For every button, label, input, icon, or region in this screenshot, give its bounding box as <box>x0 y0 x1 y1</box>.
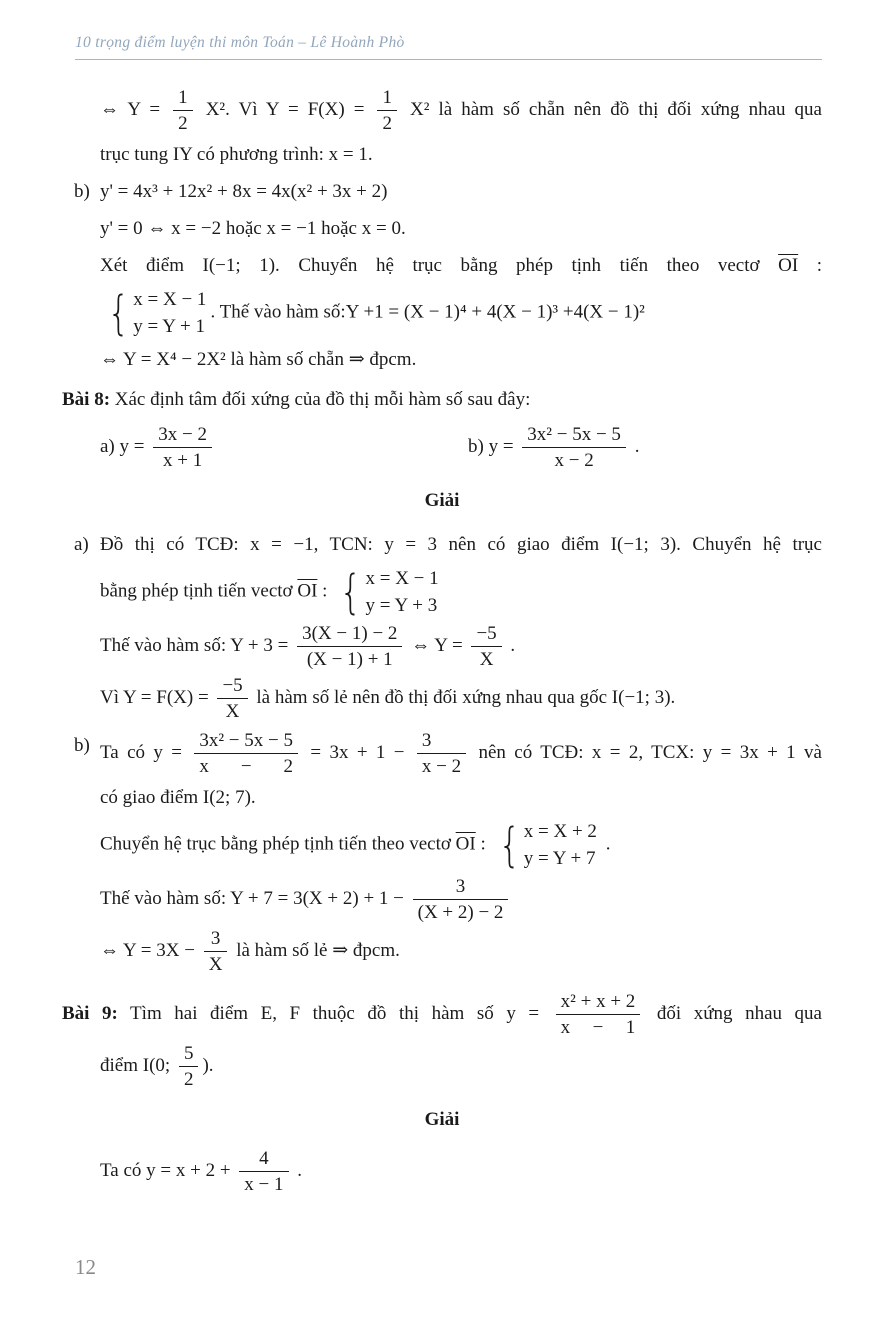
paragraph-line <box>100 138 822 172</box>
text-run: ⇔ Y = <box>100 98 170 120</box>
fraction-numerator: 3 <box>417 729 466 754</box>
fraction <box>556 990 641 1039</box>
fraction-denominator: x − 2 <box>199 756 293 777</box>
text-run: : <box>798 255 823 276</box>
equation-system <box>104 286 206 340</box>
fraction-numerator: 3x² − 5x − 5 <box>194 729 298 754</box>
fraction-denominator: X <box>479 649 494 670</box>
fraction-denominator: (X − 1) + 1 <box>306 649 393 670</box>
text-run: ). <box>202 1054 214 1076</box>
text-run: Xét điểm I(−1; 1). Chuyển hệ trục bằng phép tịnh tiến theo vectơ <box>100 255 779 276</box>
text-run: ⇔ Y = 3X − <box>100 939 200 961</box>
text-run: điểm I(0; <box>100 1054 175 1076</box>
solution-heading: Giải <box>424 1109 460 1130</box>
fraction-numerator: −5 <box>217 674 247 699</box>
exercise-8-solution-a <box>74 528 822 723</box>
paragraph-line <box>100 622 822 671</box>
fraction <box>173 86 193 135</box>
fraction-numerator: 4 <box>239 1147 288 1172</box>
text-run: b) y = <box>468 435 519 457</box>
fraction-numerator: 1 <box>377 86 397 111</box>
exercise-8-solution-b <box>74 729 822 976</box>
fraction-numerator: 3(X − 1) − 2 <box>297 622 402 647</box>
list-marker: b) <box>74 735 90 756</box>
fraction-numerator: −5 <box>471 622 501 647</box>
fraction <box>239 1147 288 1196</box>
text-run: nên có TCĐ: x = 2, TCX: y = 3x + 1 và <box>470 741 822 763</box>
fraction-denominator: 2 <box>382 113 392 134</box>
text-run: = 3x + 1 − <box>302 741 413 763</box>
text-run: trục tung IY có phương trình: x = 1. <box>100 144 373 165</box>
text-run: Tìm hai điểm E, F thuộc đồ thị hàm số y = <box>117 1002 552 1024</box>
fraction <box>153 423 212 472</box>
text-run: X². Vì Y = F(X) = <box>196 98 374 120</box>
equation-rows <box>365 565 438 619</box>
paragraph-line <box>100 1042 822 1091</box>
text-run: có giao điểm I(2; 7). <box>100 787 256 808</box>
fraction <box>217 674 247 723</box>
text-run: y' = 0 ⇔ x = −2 hoặc x = −1 hoặc x = 0. <box>100 218 406 239</box>
text-run: . Thế vào hàm số:Y +1 = (X − 1)⁴ + 4(X − 1)³ +4(X − 1)² <box>210 301 645 323</box>
paragraph-line <box>100 875 822 924</box>
fraction <box>194 729 298 778</box>
vector-oi: $\overline{OI}$ <box>455 833 476 855</box>
text-run: . <box>629 435 640 457</box>
exercise-label: Bài 9: <box>62 1002 118 1024</box>
list-marker: a) <box>74 534 89 555</box>
fraction <box>297 622 402 671</box>
text-run: là hàm số lẻ ⇒ đpcm. <box>231 939 400 961</box>
vector-oi: $\overline{OI}$ <box>297 580 318 602</box>
exercise-title: Xác định tâm đối xứng của đồ thị mỗi hàm số sau đây: <box>110 389 531 410</box>
paragraph-line <box>100 1147 822 1196</box>
fraction-numerator: x² + x + 2 <box>556 990 641 1015</box>
text-run: : <box>317 580 333 602</box>
fraction-denominator: 2 <box>178 113 188 134</box>
equation-system <box>495 818 597 872</box>
fraction <box>413 875 509 924</box>
text-run: . <box>292 1159 303 1181</box>
fraction-denominator: 2 <box>183 1069 194 1090</box>
paragraph-line <box>100 286 822 340</box>
equation-system <box>336 565 438 619</box>
fraction-numerator: 3x² − 5x − 5 <box>522 423 626 448</box>
equation-row: x = X − 1 <box>133 289 207 310</box>
paragraph-line <box>100 175 822 209</box>
fraction <box>471 622 501 671</box>
text-run: : <box>475 833 491 855</box>
fraction-numerator: 3 <box>413 875 509 900</box>
paragraph-line <box>100 781 822 815</box>
fraction-denominator: (X + 2) − 2 <box>417 902 504 923</box>
fraction-numerator: 3x − 2 <box>153 423 212 448</box>
text-run: X² là hàm số chẵn nên đồ thị đối xứng nhau qua <box>400 98 822 120</box>
paragraph-line <box>100 927 822 976</box>
exercise-9-heading <box>62 990 822 1039</box>
equation-row: y = Y + 7 <box>523 848 596 869</box>
text-run: là hàm số lẻ nên đồ thị đối xứng nhau qua gốc I(−1; 3). <box>251 686 676 708</box>
fraction <box>377 86 397 135</box>
left-brace: { <box>339 565 362 619</box>
exercise-9 <box>62 990 822 1196</box>
running-header-title: 10 trọng điểm luyện thi môn Toán – Lê Hoành Phò <box>75 34 405 51</box>
page-content <box>62 86 822 1196</box>
text-run: ⇔ Y = <box>406 634 468 656</box>
fraction <box>204 927 228 976</box>
paragraph-line <box>100 528 822 562</box>
fraction-denominator: X <box>225 701 240 722</box>
paragraph-line <box>100 86 822 135</box>
page-number: 12 <box>75 1255 96 1279</box>
text-run: ⇔ Y = X⁴ − 2X² là hàm số chẵn ⇒ đpcm. <box>100 349 417 370</box>
text-run: Đồ thị có TCĐ: x = −1, TCN: y = 3 nên có giao điểm I(−1; 3). Chuyển hệ trục <box>100 534 822 555</box>
text-run: . <box>505 634 516 656</box>
function-a <box>100 423 468 472</box>
function-b <box>468 423 639 472</box>
left-brace: { <box>107 286 130 340</box>
paragraph-line <box>100 343 822 377</box>
left-brace: { <box>498 818 521 872</box>
text-run: Thế vào hàm số: Y + 3 = <box>100 634 294 656</box>
fraction-denominator: x − 1 <box>560 1017 636 1038</box>
paragraph-line <box>100 818 822 872</box>
fraction-denominator: X <box>208 954 223 975</box>
fraction-denominator: x − 2 <box>554 450 594 471</box>
paragraph-line <box>100 674 822 723</box>
text-run: Thế vào hàm số: Y + 7 = 3(X + 2) + 1 − <box>100 887 409 909</box>
solution-part-b <box>74 175 822 377</box>
fraction-denominator: x + 1 <box>162 450 203 471</box>
fraction-numerator: 5 <box>179 1042 199 1067</box>
paragraph-line <box>100 249 822 283</box>
fraction-numerator: 3 <box>204 927 228 952</box>
text-run: Vì Y = F(X) = <box>100 686 214 708</box>
exercise-8-heading <box>62 383 822 417</box>
text-run: Ta có y = <box>100 741 191 763</box>
text-run: Chuyển hệ trục bằng phép tịnh tiến theo vectơ <box>100 833 456 855</box>
text-run: Ta có y = x + 2 + <box>100 1159 236 1181</box>
solution-a-conclusion <box>100 86 822 172</box>
running-header <box>75 34 822 60</box>
fraction-denominator: x − 2 <box>421 756 462 777</box>
fraction-denominator: x − 1 <box>244 1174 284 1195</box>
list-marker: b) <box>74 181 90 202</box>
vector-oi: $\overline{OI}$ <box>778 255 799 276</box>
text-run: bằng phép tịnh tiến vectơ <box>100 580 298 602</box>
text-run: . <box>600 833 611 855</box>
equation-row: x = X + 2 <box>523 821 597 842</box>
fraction <box>522 423 626 472</box>
text-run: đối xứng nhau qua <box>644 1002 822 1024</box>
fraction-numerator: 1 <box>173 86 193 111</box>
fraction <box>417 729 466 778</box>
fraction <box>179 1042 199 1091</box>
exercise-label: Bài 8: <box>62 389 111 410</box>
equation-row: y = Y + 1 <box>133 316 206 337</box>
paragraph-line <box>100 565 822 619</box>
text-run: a) y = <box>100 435 150 457</box>
paragraph-line <box>100 212 822 246</box>
text-run: y' = 4x³ + 12x² + 8x = 4x(x² + 3x + 2) <box>100 181 388 202</box>
equation-row: x = X − 1 <box>365 568 439 589</box>
exercise-8-functions <box>62 423 822 472</box>
solution-heading: Giải <box>424 490 460 511</box>
equation-row: y = Y + 3 <box>365 595 438 616</box>
equation-rows <box>524 818 597 872</box>
paragraph-line <box>100 729 822 778</box>
equation-rows <box>133 286 206 340</box>
